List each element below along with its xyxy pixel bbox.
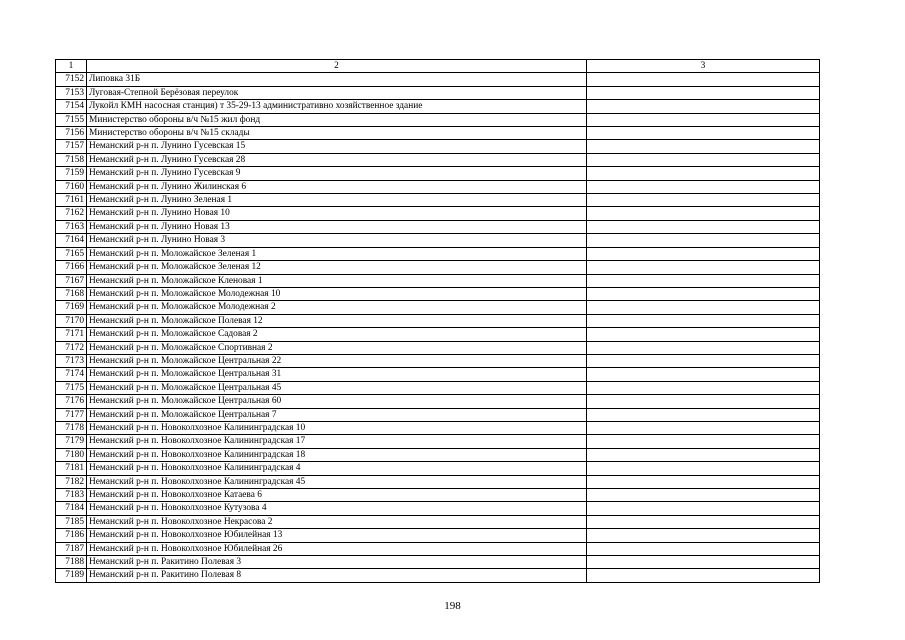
note-cell: [587, 435, 820, 448]
address-cell: Лукойл КМН насосная станция) т 35-29-13 административно хозяйственное здание: [87, 100, 587, 113]
row-number-cell: 7163: [56, 220, 87, 233]
address-cell: Неманский р-н п. Моложайское Спортивная 2: [87, 341, 587, 354]
address-cell: Неманский р-н п. Новоколхозное Юбилейная 13: [87, 529, 587, 542]
note-cell: [587, 569, 820, 582]
table-row: [56, 381, 820, 394]
address-cell: Неманский р-н п. Моложайское Кленовая 1: [87, 274, 587, 287]
address-cell: Неманский р-н п. Новоколхозное Некрасова 2: [87, 515, 587, 528]
row-number-cell: 7186: [56, 529, 87, 542]
note-cell: [587, 502, 820, 515]
note-cell: [587, 234, 820, 247]
note-cell: [587, 314, 820, 327]
row-number-cell: 7160: [56, 180, 87, 193]
note-cell: [587, 462, 820, 475]
address-cell: Неманский р-н п. Лунино Зеленая 1: [87, 194, 587, 207]
row-number-cell: 7168: [56, 287, 87, 300]
column-header-1: 1: [56, 60, 87, 73]
address-cell: Неманский р-н п. Новоколхозное Калининградская 45: [87, 475, 587, 488]
note-cell: [587, 247, 820, 260]
row-number-cell: 7176: [56, 395, 87, 408]
table-row: [56, 556, 820, 569]
row-number-cell: 7183: [56, 489, 87, 502]
table-row: [56, 489, 820, 502]
address-cell: Неманский р-н п. Моложайское Зеленая 1: [87, 247, 587, 260]
table-row: [56, 153, 820, 166]
table-row: [56, 475, 820, 488]
note-cell: [587, 100, 820, 113]
address-cell: Неманский р-н п. Моложайское Центральная 31: [87, 368, 587, 381]
row-number-cell: 7189: [56, 569, 87, 582]
note-cell: [587, 274, 820, 287]
table-row: [56, 194, 820, 207]
row-number-cell: 7180: [56, 448, 87, 461]
row-number-cell: 7184: [56, 502, 87, 515]
note-cell: [587, 261, 820, 274]
row-number-cell: 7156: [56, 127, 87, 140]
table-row: [56, 435, 820, 448]
row-number-cell: 7169: [56, 301, 87, 314]
table-row: [56, 408, 820, 421]
row-number-cell: 7158: [56, 153, 87, 166]
row-number-cell: 7153: [56, 86, 87, 99]
table-row: [56, 234, 820, 247]
row-number-cell: 7171: [56, 328, 87, 341]
table-row: [56, 529, 820, 542]
address-cell: Неманский р-н п. Ракитино Полевая 8: [87, 569, 587, 582]
row-number-cell: 7178: [56, 421, 87, 434]
note-cell: [587, 395, 820, 408]
note-cell: [587, 341, 820, 354]
note-cell: [587, 448, 820, 461]
address-cell: Луговая-Степной Берёзовая переулок: [87, 86, 587, 99]
note-cell: [587, 368, 820, 381]
note-cell: [587, 421, 820, 434]
row-number-cell: 7170: [56, 314, 87, 327]
address-cell: Неманский р-н п. Лунино Жилинская 6: [87, 180, 587, 193]
table-row: [56, 100, 820, 113]
row-number-cell: 7166: [56, 261, 87, 274]
row-number-cell: 7154: [56, 100, 87, 113]
row-number-cell: 7159: [56, 167, 87, 180]
address-cell: Министерство обороны в/ч №15 склады: [87, 127, 587, 140]
row-number-cell: 7185: [56, 515, 87, 528]
row-number-cell: 7157: [56, 140, 87, 153]
row-number-cell: 7162: [56, 207, 87, 220]
note-cell: [587, 180, 820, 193]
table-row: [56, 569, 820, 582]
row-number-cell: 7181: [56, 462, 87, 475]
row-number-cell: 7152: [56, 73, 87, 86]
table-body: [56, 73, 820, 582]
note-cell: [587, 515, 820, 528]
column-header-3: 3: [587, 60, 820, 73]
table-row: [56, 328, 820, 341]
address-cell: Неманский р-н п. Лунино Новая 3: [87, 234, 587, 247]
table-row: [56, 207, 820, 220]
table-row: [56, 502, 820, 515]
address-cell: Неманский р-н п. Лунино Гусевская 9: [87, 167, 587, 180]
address-cell: Неманский р-н п. Новоколхозное Калининградская 4: [87, 462, 587, 475]
address-cell: Неманский р-н п. Новоколхозное Калининградская 10: [87, 421, 587, 434]
address-cell: Неманский р-н п. Новоколхозное Кутузова 4: [87, 502, 587, 515]
address-cell: Неманский р-н п. Моложайское Садовая 2: [87, 328, 587, 341]
row-number-cell: 7161: [56, 194, 87, 207]
address-cell: Неманский р-н п. Ракитино Полевая 3: [87, 556, 587, 569]
row-number-cell: 7187: [56, 542, 87, 555]
table-row: [56, 274, 820, 287]
row-number-cell: 7175: [56, 381, 87, 394]
note-cell: [587, 207, 820, 220]
table-row: [56, 368, 820, 381]
row-number-cell: 7177: [56, 408, 87, 421]
row-number-cell: 7172: [56, 341, 87, 354]
address-cell: Неманский р-н п. Лунино Новая 10: [87, 207, 587, 220]
note-cell: [587, 354, 820, 367]
note-cell: [587, 167, 820, 180]
address-cell: Министерство обороны в/ч №15 жил фонд: [87, 113, 587, 126]
column-header-2: 2: [87, 60, 587, 73]
address-cell: Неманский р-н п. Новоколхозное Калининградская 17: [87, 435, 587, 448]
row-number-cell: 7179: [56, 435, 87, 448]
note-cell: [587, 529, 820, 542]
row-number-cell: 7155: [56, 113, 87, 126]
row-number-cell: 7167: [56, 274, 87, 287]
table-row: [56, 261, 820, 274]
note-cell: [587, 220, 820, 233]
table-row: [56, 462, 820, 475]
address-cell: Неманский р-н п. Новоколхозное Юбилейная 26: [87, 542, 587, 555]
address-cell: Липовка 31Б: [87, 73, 587, 86]
note-cell: [587, 194, 820, 207]
note-cell: [587, 86, 820, 99]
table-row: [56, 354, 820, 367]
table-row: [56, 113, 820, 126]
table-row: [56, 247, 820, 260]
note-cell: [587, 489, 820, 502]
table-row: [56, 167, 820, 180]
table-row: [56, 448, 820, 461]
table-row: [56, 127, 820, 140]
note-cell: [587, 542, 820, 555]
address-table: [55, 59, 820, 583]
address-cell: Неманский р-н п. Моложайское Полевая 12: [87, 314, 587, 327]
address-cell: Неманский р-н п. Лунино Гусевская 15: [87, 140, 587, 153]
row-number-cell: 7165: [56, 247, 87, 260]
table-row: [56, 301, 820, 314]
note-cell: [587, 408, 820, 421]
address-cell: Неманский р-н п. Моложайское Молодежная 2: [87, 301, 587, 314]
address-cell: Неманский р-н п. Моложайское Центральная 60: [87, 395, 587, 408]
table-row: [56, 86, 820, 99]
note-cell: [587, 301, 820, 314]
note-cell: [587, 73, 820, 86]
table-row: [56, 73, 820, 86]
note-cell: [587, 328, 820, 341]
note-cell: [587, 475, 820, 488]
note-cell: [587, 287, 820, 300]
address-cell: Неманский р-н п. Моложайское Центральная 22: [87, 354, 587, 367]
note-cell: [587, 153, 820, 166]
table-row: [56, 220, 820, 233]
table-row: [56, 542, 820, 555]
table-row: [56, 287, 820, 300]
address-cell: Неманский р-н п. Моложайское Зеленая 12: [87, 261, 587, 274]
address-cell: Неманский р-н п. Новоколхозное Катаева 6: [87, 489, 587, 502]
table-row: [56, 341, 820, 354]
note-cell: [587, 127, 820, 140]
row-number-cell: 7182: [56, 475, 87, 488]
note-cell: [587, 113, 820, 126]
note-cell: [587, 381, 820, 394]
row-number-cell: 7188: [56, 556, 87, 569]
address-cell: Неманский р-н п. Лунино Новая 13: [87, 220, 587, 233]
address-cell: Неманский р-н п. Моложайское Центральная 7: [87, 408, 587, 421]
table-header-row: [56, 60, 820, 73]
address-cell: Неманский р-н п. Моложайское Центральная 45: [87, 381, 587, 394]
table-row: [56, 421, 820, 434]
row-number-cell: 7164: [56, 234, 87, 247]
table-row: [56, 180, 820, 193]
note-cell: [587, 556, 820, 569]
address-cell: Неманский р-н п. Новоколхозное Калининградская 18: [87, 448, 587, 461]
table-row: [56, 515, 820, 528]
page-number: 198: [444, 600, 461, 612]
note-cell: [587, 140, 820, 153]
row-number-cell: 7173: [56, 354, 87, 367]
address-cell: Неманский р-н п. Лунино Гусевская 28: [87, 153, 587, 166]
row-number-cell: 7174: [56, 368, 87, 381]
table-row: [56, 314, 820, 327]
table-row: [56, 140, 820, 153]
table-row: [56, 395, 820, 408]
address-cell: Неманский р-н п. Моложайское Молодежная 10: [87, 287, 587, 300]
